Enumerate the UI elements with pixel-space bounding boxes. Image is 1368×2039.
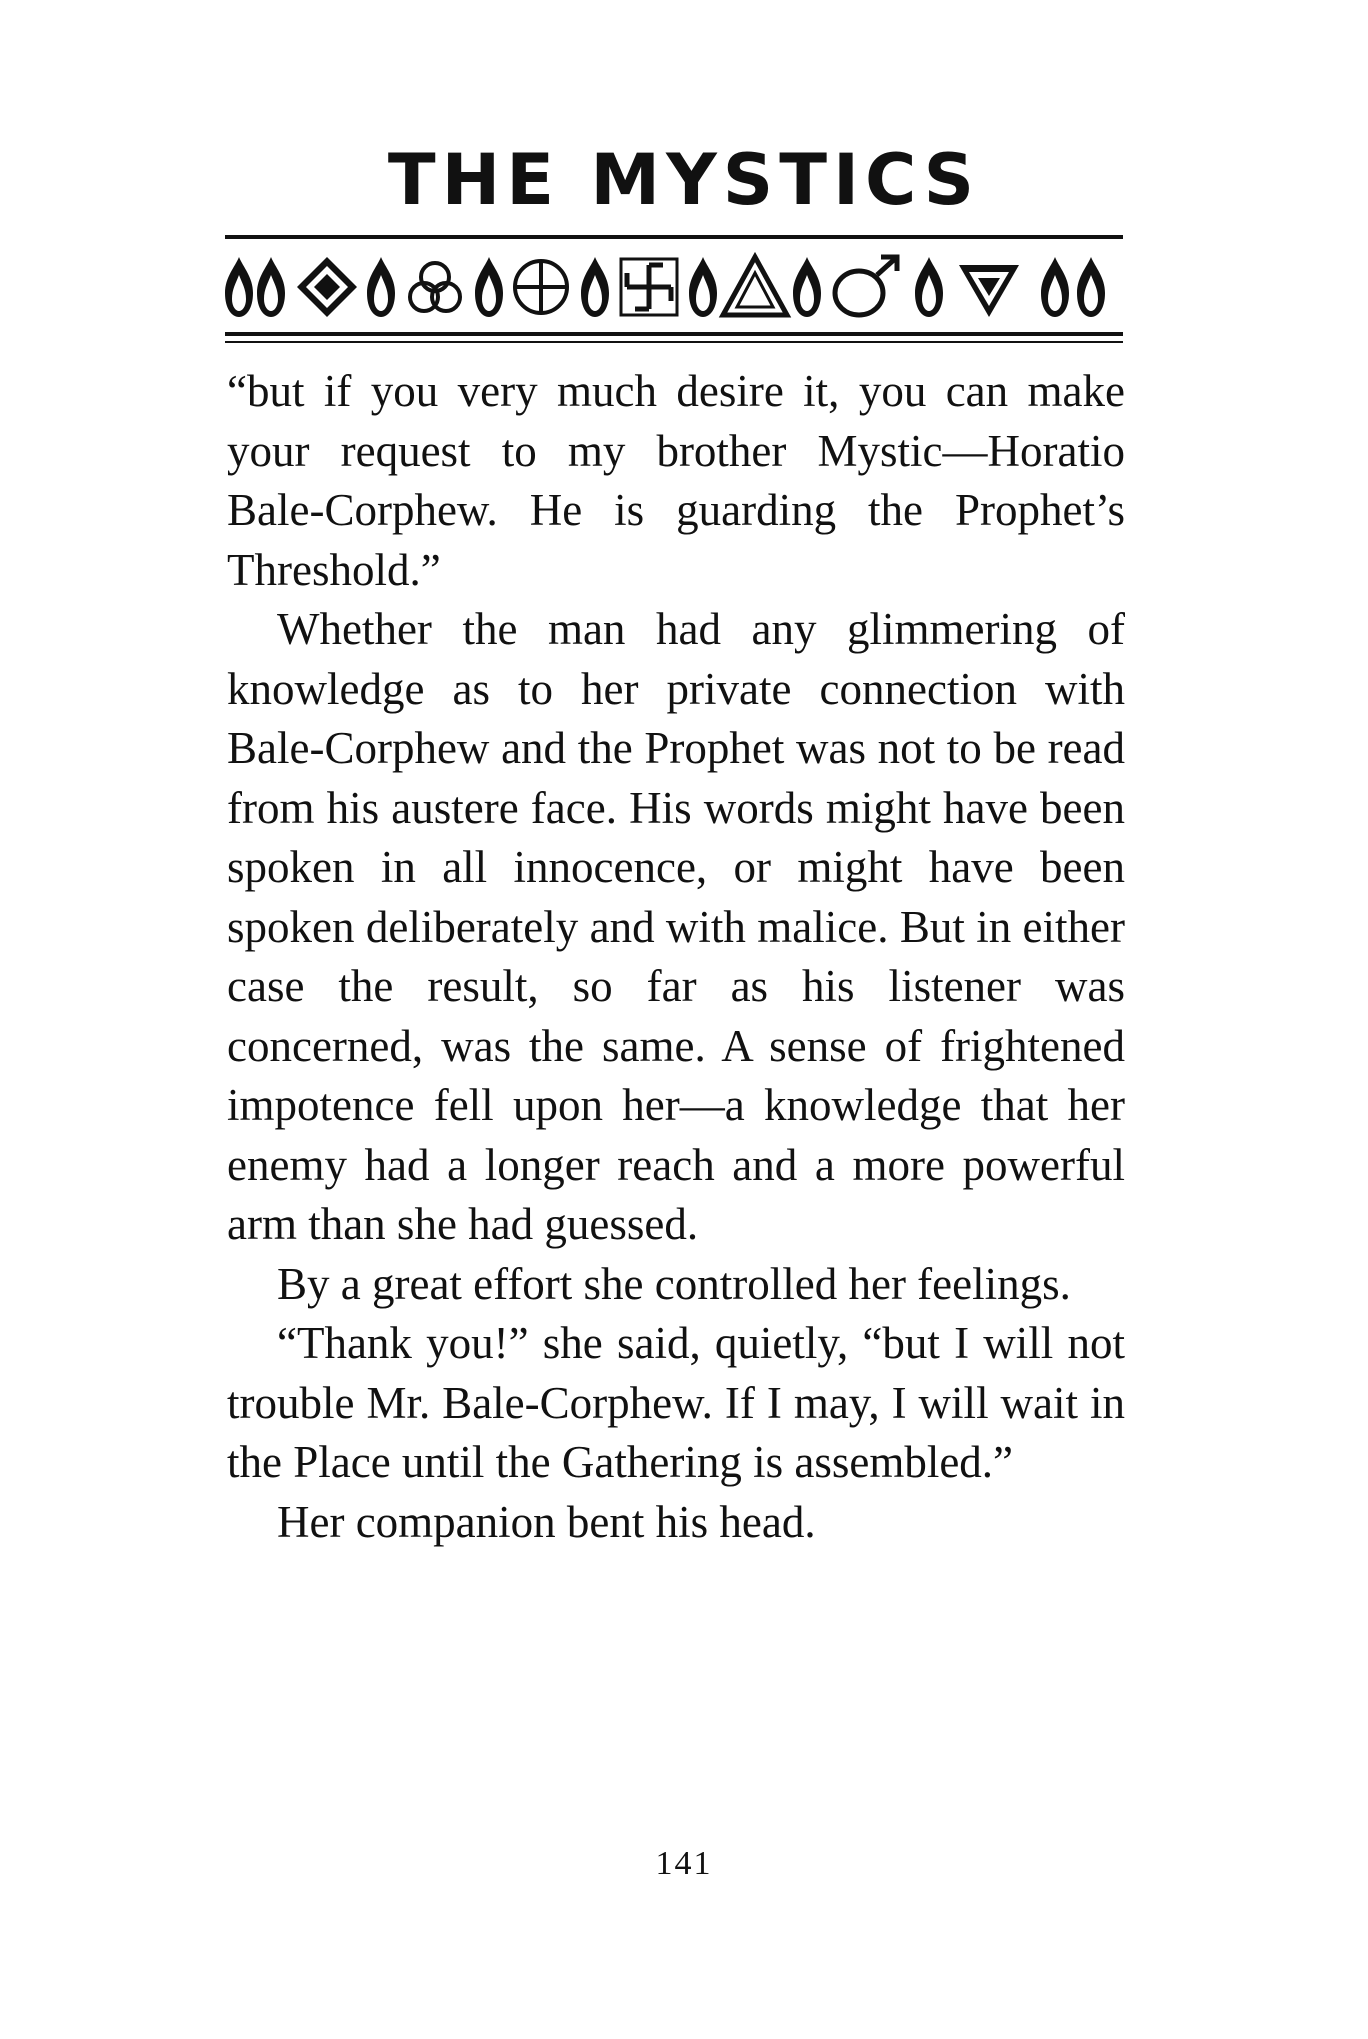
heart-diamond-icon — [959, 265, 1019, 317]
flame-icon — [1077, 257, 1105, 317]
flame-icon — [225, 257, 253, 317]
flame-icon — [793, 257, 821, 317]
triangle-icon — [723, 257, 787, 315]
flame-icon — [915, 257, 943, 317]
body-text — [227, 362, 1125, 1552]
swastika-icon — [621, 259, 677, 315]
running-title: THE MYSTICS — [387, 139, 981, 221]
flame-icon — [1041, 257, 1069, 317]
paragraph-1: “but if you very much desire it, you can make your request to my brother Mystic—Horatio Bale-Corphew. He is guarding the Prophet’s Threshold.” — [227, 366, 1125, 595]
paragraph-3: By a great effort she controlled her feelings. — [277, 1258, 1071, 1309]
paragraph-5: Her companion bent his head. — [277, 1496, 816, 1547]
flame-icon — [581, 257, 609, 317]
header-rule-top — [225, 235, 1123, 239]
flame-icon — [475, 257, 503, 317]
flame-icon — [689, 257, 717, 317]
interlaced-rings-icon — [410, 263, 460, 311]
header-rule-bottom — [225, 332, 1123, 336]
paragraph-4: “Thank you!” she said, quietly, “but I will not trouble Mr. Bale-Corphew. If I may, I will wait in the Place until the Gathering is assembled.” — [227, 1318, 1125, 1487]
mars-symbol-icon — [835, 257, 897, 315]
flame-icon — [367, 257, 395, 317]
circle-cross-icon — [515, 261, 567, 313]
paragraph-2: Whether the man had any glimmering of knowledge as to her private connection with Bale-Corphew and the Prophet was not to be read from his austere face. His words might have been spoken in all innocence, or might have been spoken deliberately and with malice. But in either case the result, so far as his listener was concerned, was the same. A sense of frightened impotence fell upon her—a knowledge that her enemy had a longer reach and a more powerful arm than she had guessed. — [227, 604, 1125, 1249]
flame-icon — [257, 257, 285, 317]
diamond-icon — [297, 257, 357, 317]
page-number: 141 — [655, 1845, 713, 1882]
header-rule-bottom-thin — [225, 341, 1123, 343]
ornament-band — [225, 250, 1123, 324]
